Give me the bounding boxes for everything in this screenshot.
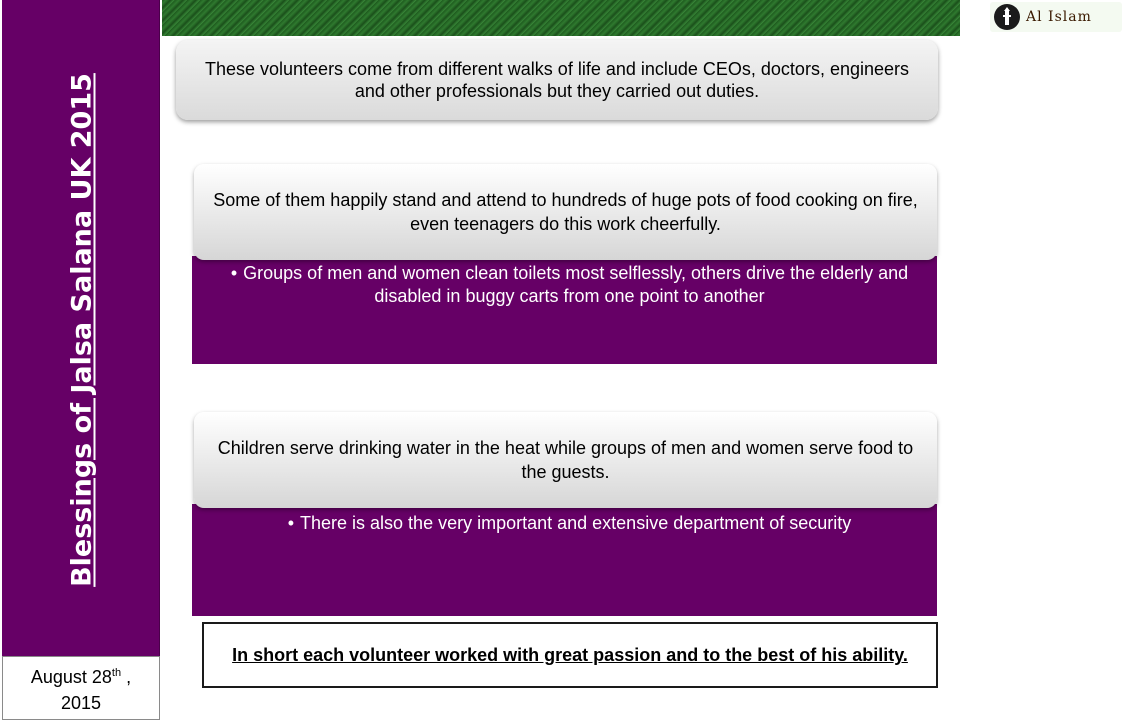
summary-box <box>202 622 938 688</box>
date-comma: , <box>121 667 132 687</box>
volunteer-group-1 <box>192 164 937 364</box>
minaret-icon <box>994 4 1020 30</box>
date-day: August 28 <box>30 667 112 687</box>
date-suffix: th <box>111 667 122 679</box>
header-banner <box>162 0 1092 36</box>
group-1-header <box>194 164 937 260</box>
logo-text: Al Islam <box>1026 9 1092 25</box>
group-2-header <box>194 412 937 508</box>
vertical-title: Blessings of Jalsa Salana UK 2015 <box>66 73 98 587</box>
intro-text: These volunteers come from different walks of life and include CEOs, doctors, engineers and other professionals but they carried out duties. <box>204 59 909 101</box>
group-1-header-text: Some of them happily stand and attend to hundreds of huge pots of food cooking on fire, even teenagers do this work cheerfully. <box>213 190 918 234</box>
group-1-bullet-text: Groups of men and women clean toilets most selflessly, others drive the elderly and disabled in buggy carts from one point to another <box>243 263 909 306</box>
summary-text: In short each volunteer worked with great passion and to the best of his ability. <box>232 645 908 665</box>
al-islam-logo <box>990 2 1122 32</box>
date-year: 2015 <box>60 693 102 713</box>
volunteer-group-2 <box>192 412 937 616</box>
group-2-bullet <box>228 512 911 535</box>
bullet-dot-icon: • <box>287 513 295 533</box>
bullet-dot-icon: • <box>230 263 238 283</box>
group-1-bullet <box>228 262 911 308</box>
group-2-header-text: Children serve drinking water in the heat while groups of men and women serve food to the guests. <box>217 438 914 482</box>
sidebar <box>2 0 160 656</box>
intro-box <box>176 40 938 120</box>
date-box <box>2 656 160 720</box>
group-2-bullet-text: There is also the very important and extensive department of security <box>300 513 852 533</box>
